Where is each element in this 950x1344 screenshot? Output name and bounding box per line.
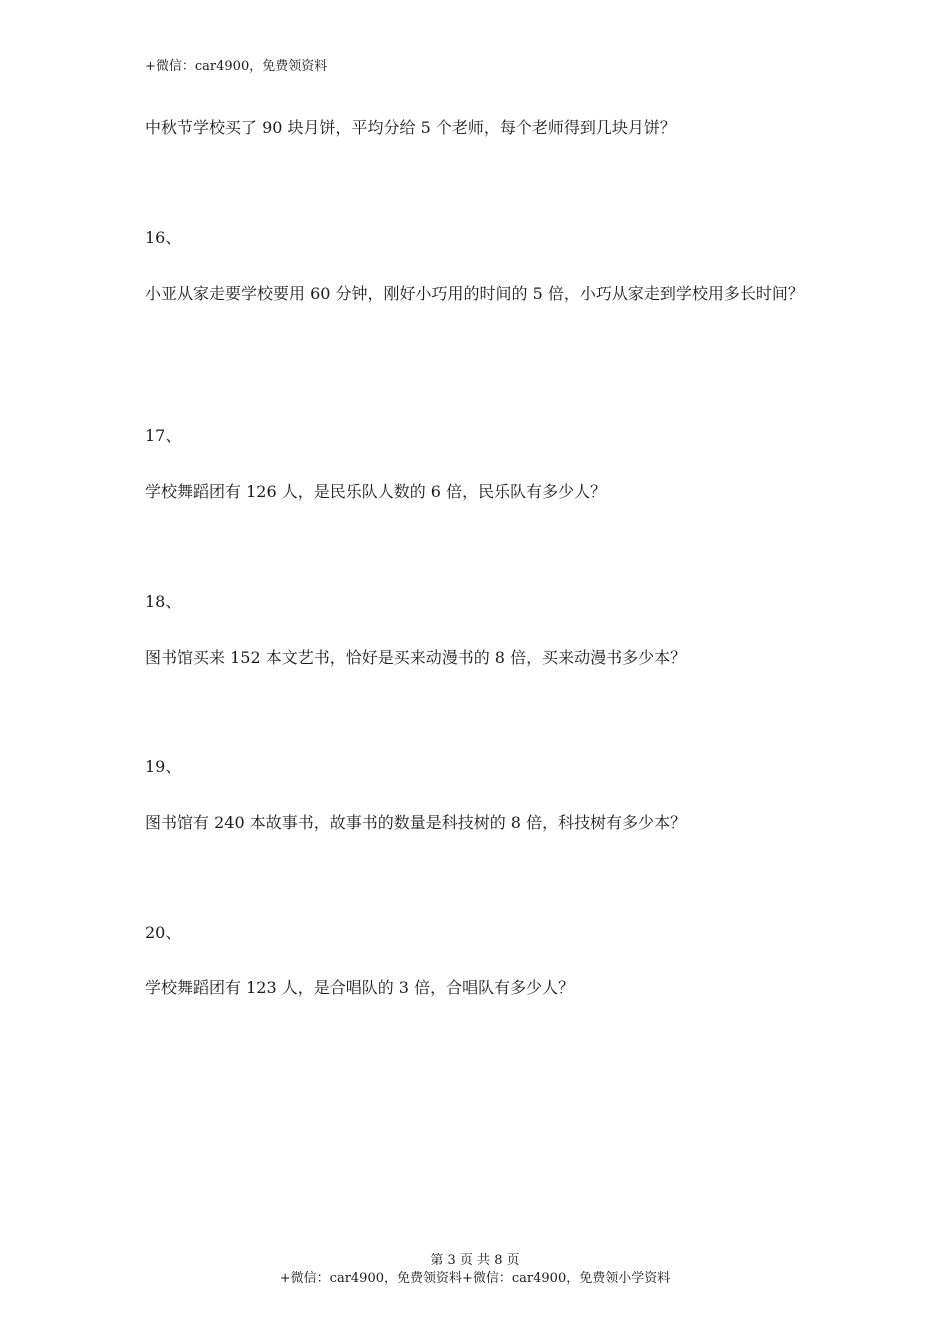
header-note: +微信：car4900，免费领资料	[145, 59, 328, 74]
question-17-number: 17、	[145, 426, 182, 445]
question-17-text: 学校舞蹈团有 126 人，是民乐队人数的 6 倍，民乐队有多少人？	[145, 482, 607, 501]
footer-note: +微信：car4900，免费领资料+微信：car4900，免费领小学资料	[279, 1271, 671, 1286]
question-16-text: 小亚从家走要学校要用 60 分钟，刚好小巧用的时间的 5 倍，小巧从家走到学校用多长时间？	[145, 284, 804, 303]
question-16-number: 16、	[145, 228, 182, 247]
question-18-text: 图书馆买来 152 本文艺书，恰好是买来动漫书的 8 倍，买来动漫书多少本？	[145, 648, 687, 667]
question-19-number: 19、	[145, 757, 182, 776]
question-15-text: 中秋节学校买了 90 块月饼，平均分给 5 个老师，每个老师得到几块月饼？	[145, 118, 676, 137]
question-20-text: 学校舞蹈团有 123 人，是合唱队的 3 倍，合唱队有多少人？	[145, 978, 575, 997]
question-19-text: 图书馆有 240 本故事书，故事书的数量是科技树的 8 倍，科技树有多少本？	[145, 813, 687, 832]
question-18-number: 18、	[145, 592, 182, 611]
page-indicator: 第 3 页 共 8 页	[430, 1253, 520, 1268]
question-20-number: 20、	[145, 923, 182, 942]
